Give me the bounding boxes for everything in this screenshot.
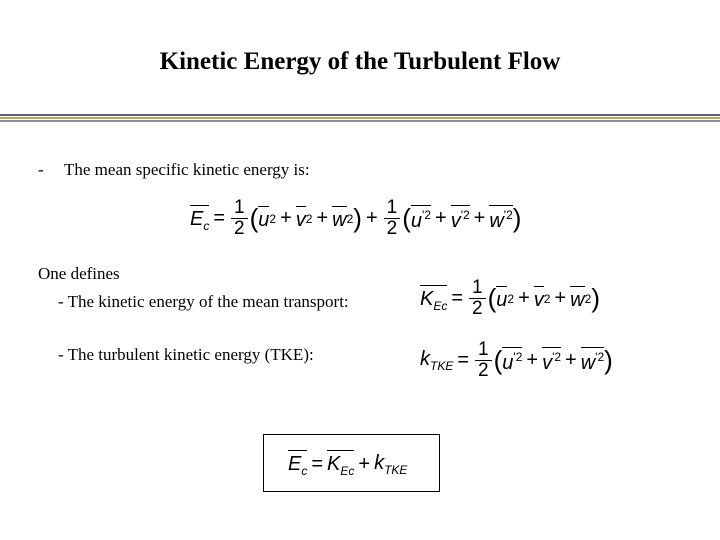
eq1-lparen-1: ( xyxy=(249,203,259,233)
bullet-text: The mean specific kinetic energy is: xyxy=(64,160,310,179)
mean-transport-label: - The kinetic energy of the mean transport: xyxy=(58,292,349,311)
one-defines-label: One defines xyxy=(38,264,120,283)
eq1-u-bar: u xyxy=(258,206,269,232)
equation-tke: $k_{TKE}$ = $\frac{1}{2}$ ( $u^{'2}$ + $v^{'2}$ + $w^{'2}$ ) xyxy=(420,339,613,381)
equation-summary: $E_c$ = $K_{Ec}$ + $k_{TKE}$ xyxy=(288,451,408,478)
eq1-rparen-1: ) xyxy=(353,203,362,233)
eq1-v-bar: v xyxy=(296,206,306,232)
eq1-w-bar: w xyxy=(332,206,346,232)
eq4-ec: $E_c$ xyxy=(288,450,307,478)
eq1-v-prime-sq: $v^{'2}$ xyxy=(451,205,470,233)
eq1-equals: = xyxy=(213,207,226,229)
eq1-u-prime-sq: $u^{'2}$ xyxy=(411,205,431,233)
title-rule-bottom xyxy=(0,120,720,122)
eq4-ktke: $k_{TKE}$ xyxy=(374,451,408,477)
eq1-half-2: $\frac{1}{2}$ xyxy=(384,198,401,239)
eq4-kec: $K_{Ec}$ xyxy=(327,450,354,478)
eq1-half-1: $\frac{1}{2}$ xyxy=(231,198,248,239)
slide-title: Kinetic Energy of the Turbulent Flow xyxy=(159,48,561,75)
equation-mean-kinetic-energy: $E_c$ = $\frac{1}{2}$ ( u 2 + v 2 + w 2 ) + $\frac{1}{2}$ ( $u^{'2}$ + $v^{'2}$ + $w^{'2}$ ) xyxy=(190,197,522,239)
eq3-lhs: $k_{TKE}$ xyxy=(420,348,454,373)
bullet-marker: - xyxy=(38,160,44,179)
title-rule-middle xyxy=(0,117,720,119)
tke-label: - The turbulent kinetic energy (TKE): xyxy=(58,345,314,364)
eq1-w-prime-sq: $w^{'2}$ xyxy=(489,205,512,233)
equation-mean-transport: $K_{Ec}$ = $\frac{1}{2}$ ( u 2 + v 2 + w 2 ) xyxy=(420,277,600,319)
eq2-lhs: $K_{Ec}$ xyxy=(420,285,447,313)
title-rule-top xyxy=(0,114,720,116)
eq1-lhs: $E_c$ xyxy=(190,205,209,233)
